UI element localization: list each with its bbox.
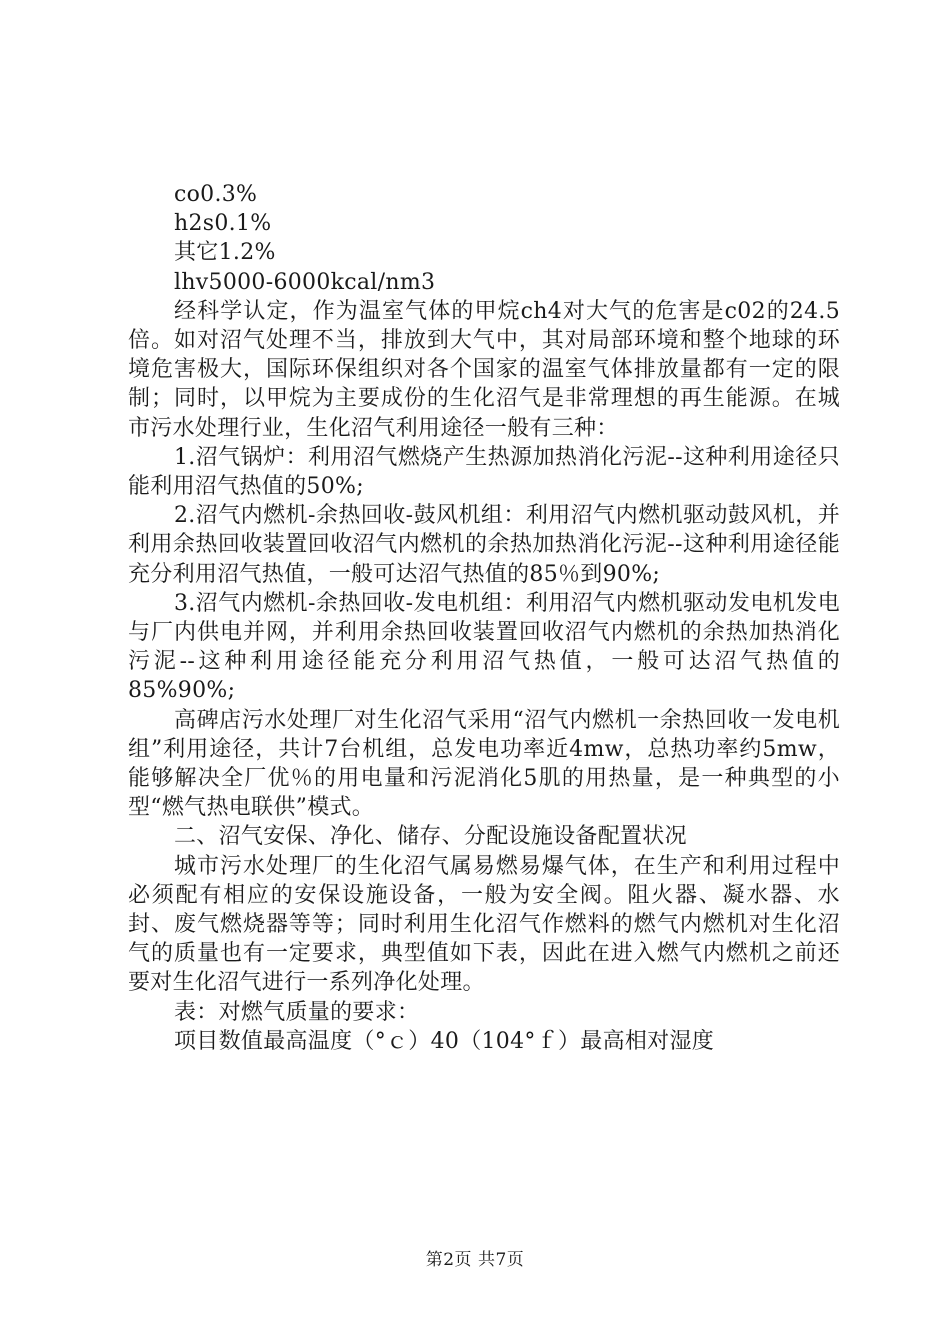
table-caption: 表：对燃气质量的要求： xyxy=(174,999,420,1025)
document-body xyxy=(128,180,840,1056)
page-number-footer: 第2页 共7页 xyxy=(425,1250,525,1270)
table-header-row: 项目数值最高温度（°ｃ）40（104°ｆ）最高相对湿度 xyxy=(174,1028,715,1054)
gas-component-h2s: h2s0.1% xyxy=(174,211,272,237)
paragraph-use-generator: 3.沼气内燃机-余热回收-发电机组：利用沼气内燃机驱动发电机发电与厂内供电并网，并利用余热回收装置回收沼气内燃机的余热加热消化污泥--这种利用途径能充分利用沼气热值，一般可达沼气热值的85%90%; xyxy=(128,590,840,704)
paragraph-use-blower: 2.沼气内燃机-余热回收-鼓风机组：利用沼气内燃机驱动鼓风机，并利用余热回收装置回收沼气内燃机的余热加热消化污泥--这种利用途径能充分利用沼气热值，一般可达沼气热值的85％到90%; xyxy=(128,503,840,587)
paragraph-gaobeidian-plant: 高碑店污水处理厂对生化沼气采用“沼气内燃机一余热回收一发电机组”利用途径，共计7台机组，总发电功率近4mw，总热功率约5mw，能够解决全厂优％的用电量和污泥消化5肌的用热量，是一种典型的小型“燃气热电联供”模式。 xyxy=(128,707,840,821)
paragraph-safety-equipment: 城市污水处理厂的生化沼气属易燃易爆气体，在生产和利用过程中必须配有相应的安保设施设备，一般为安全阀。阻火器、凝水器、水封、废气燃烧器等等；同时利用生化沼气作燃料的燃气内燃机对生化沼气的质量也有一定要求，典型值如下表，因此在进入燃气内燃机之前还要对生化沼气进行一系列净化处理。 xyxy=(128,853,840,996)
gas-component-co: co0.3% xyxy=(174,182,258,207)
section-heading-safety: 二、沼气安保、净化、储存、分配设施设备配置状况 xyxy=(174,824,687,850)
gas-component-other: 其它1.2% xyxy=(174,240,276,266)
gas-heating-value: lhv5000-6000kcal/nm3 xyxy=(174,269,436,295)
paragraph-use-boiler: 1.沼气锅炉：利用沼气燃烧产生热源加热消化污泥--这种利用途径只能利用沼气热值的50%; xyxy=(128,444,840,500)
paragraph-methane-hazard: 经科学认定，作为温室气体的甲烷ch4对大气的危害是c02的24.5倍。如对沼气处理不当，排放到大气中，其对局部环境和整个地球的环境危害极大，国际环保组织对各个国家的温室气体排放量都有一定的限制；同时，以甲烷为主要成份的生化沼气是非常理想的再生能源。在城市污水处理行业，生化沼气利用途径一般有三种： xyxy=(128,298,840,441)
